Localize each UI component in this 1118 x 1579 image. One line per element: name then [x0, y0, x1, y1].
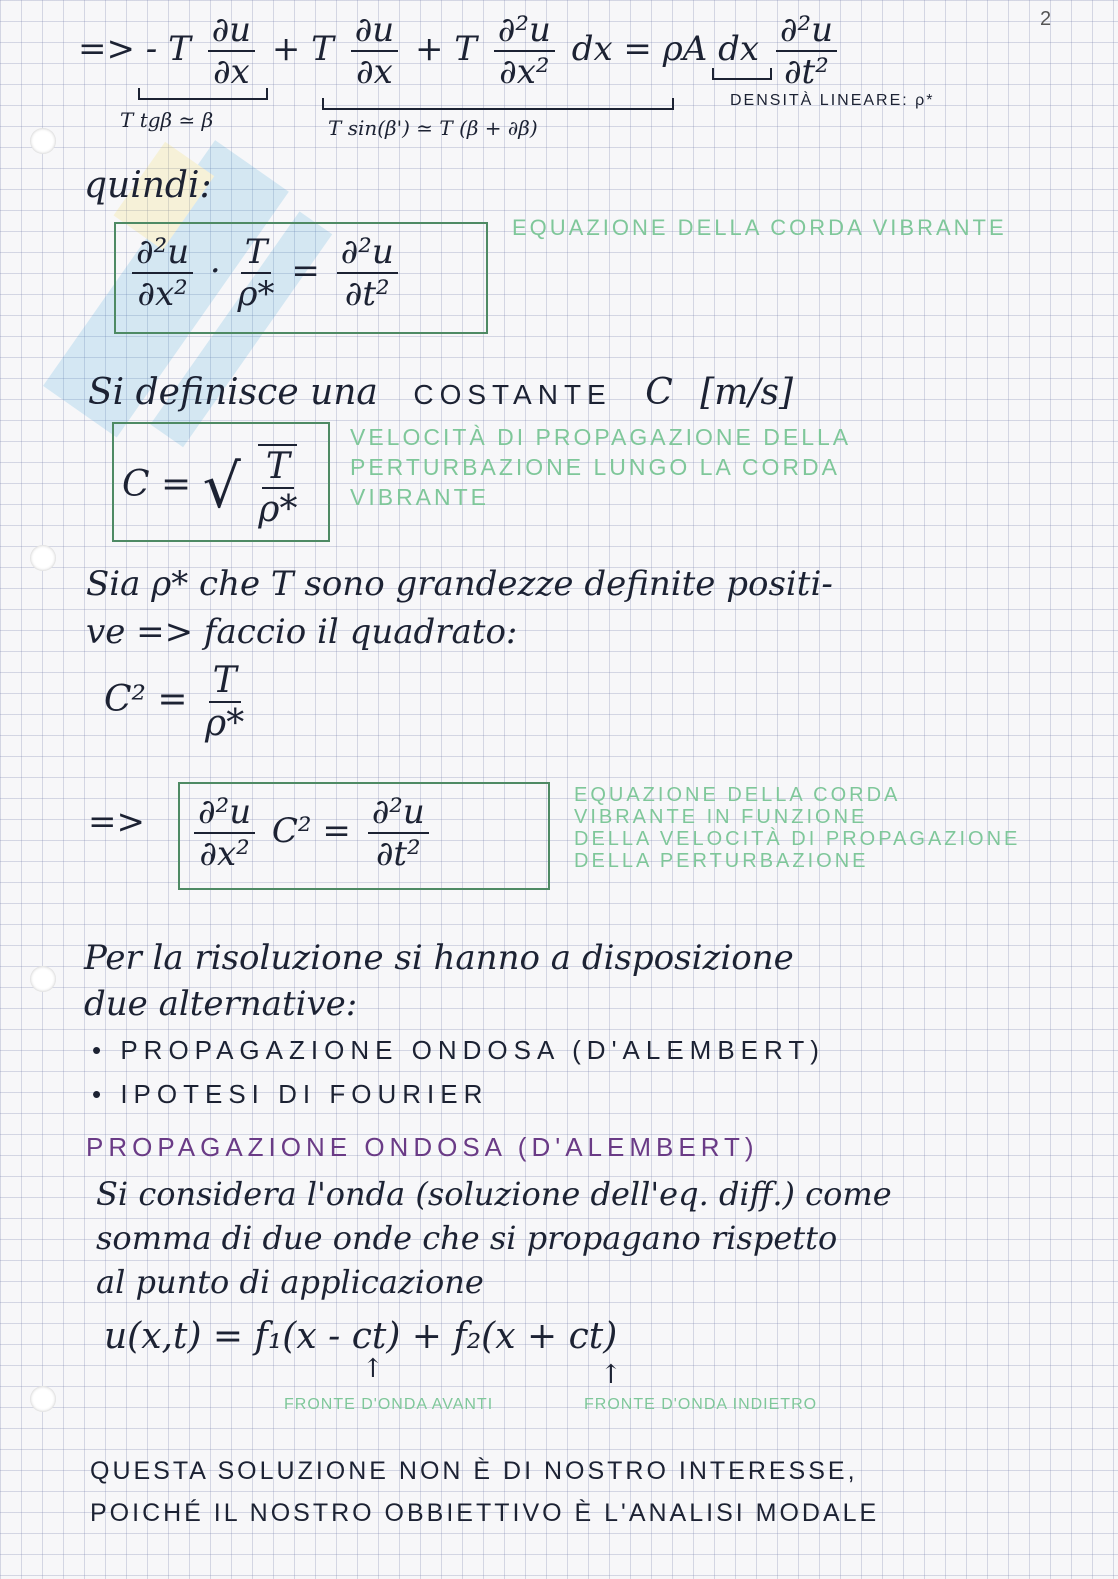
arrow-up-icon: ↑: [362, 1354, 384, 1384]
list-item: • PROPAGAZIONE ONDOSA (D'ALEMBERT): [92, 1035, 825, 1065]
fraction: $\frac{T}{\rho*}$: [258, 446, 298, 530]
eq-lead: => - T: [78, 29, 191, 69]
arrow-up-icon: ↑: [600, 1360, 622, 1390]
section-title: PROPAGAZIONE ONDOSA (D'ALEMBERT): [86, 1132, 759, 1162]
underbrace: [712, 68, 772, 80]
green-label: FRONTE D'ONDA INDIETRO: [584, 1396, 818, 1413]
c-squared: C² = $\frac{T}{\rho*}$: [104, 660, 245, 744]
green-label: EQUAZIONE DELLA CORDA VIBRANTE: [512, 215, 1007, 240]
annotation: DENSITÀ LINEARE: ρ*: [730, 92, 935, 109]
annotation: T tgβ ≃ β: [120, 108, 214, 132]
page-number: 2: [1040, 8, 1052, 30]
annotation: T sin(β') ≃ T (β + ∂β): [328, 116, 538, 140]
bullet-list: [92, 1028, 825, 1116]
list-item: • IPOTESI DI FOURIER: [92, 1079, 489, 1109]
arrow-implies: =>: [88, 802, 145, 842]
paragraph: Si considera l'onda (soluzione dell'eq. diff.) come somma di due onde che si propagano rispetto al punto di applicazione: [96, 1175, 892, 1301]
binder-hole: [30, 128, 56, 154]
wave-equation-c: $\frac{\text{∂²u}}{\text{∂x²}}$ C² = $\frac{\text{∂²u}}{\text{∂t²}}$: [188, 792, 435, 874]
fraction: $\frac{T}{\rho*}$: [205, 660, 245, 744]
fraction: $\frac{\partial u}{\partial x}$: [208, 10, 255, 92]
c-formula: C = √ $\frac{T}{\rho*}$: [122, 446, 298, 530]
fraction: $\frac{\text{∂²u}}{\text{∂x²}}$: [194, 792, 255, 874]
wave-equation: $\frac{\text{∂²u}}{\text{∂x²}}$ · $\frac{T}{\rho*}$ = $\frac{\text{∂²u}}{\text{∂t²}}$: [126, 232, 404, 314]
underbrace: [138, 88, 268, 100]
fraction: $\frac{\text{∂²u}}{\text{∂t²}}$: [776, 10, 837, 92]
text-quindi: quindi:: [84, 165, 212, 206]
fraction: $\frac{\partial u}{\partial x}$: [351, 10, 398, 92]
conclusion: QUESTA SOLUZIONE NON È DI NOSTRO INTERESSE, POICHÉ IL NOSTRO OBBIETTIVO È L'ANALISI MODALE: [90, 1457, 880, 1527]
sqrt-icon: √: [202, 452, 241, 522]
paragraph: Per la risoluzione si hanno a disposizione due alternative:: [84, 938, 794, 1024]
green-label: FRONTE D'ONDA AVANTI: [284, 1396, 494, 1413]
binder-hole: [30, 1386, 56, 1412]
define-line: Si definisce una COSTANTE C [m/s]: [88, 372, 794, 413]
binder-hole: [30, 545, 56, 571]
fraction: $\frac{\text{∂²u}}{\text{∂x²}}$: [494, 10, 555, 92]
fraction: $\frac{\text{∂²u}}{\text{∂t²}}$: [337, 232, 398, 314]
green-label: VELOCITÀ DI PROPAGAZIONE DELLA PERTURBAZIONE LUNGO LA CORDA VIBRANTE: [350, 424, 852, 510]
paragraph: Sia ρ* che T sono grandezze definite positi- ve => faccio il quadrato:: [86, 564, 833, 652]
dalembert-solution: u(x,t) = f₁(x - ct) + f₂(x + ct): [104, 1316, 618, 1357]
fraction: $\frac{\text{∂²u}}{\text{∂x²}}$: [132, 232, 193, 314]
green-label: EQUAZIONE DELLA CORDA VIBRANTE IN FUNZIONE DELLA VELOCITÀ DI PROPAGAZIONE DELLA PERTURBAZIONE: [574, 784, 1021, 872]
fraction: $\frac{\text{∂²u}}{\text{∂t²}}$: [368, 792, 429, 874]
underbrace: [322, 98, 674, 110]
binder-hole: [30, 966, 56, 992]
equation-line-1: => - T $\frac{\partial u}{\partial x}$ + T $\frac{\partial u}{\partial x}$ + T $\frac{\text{∂²u}}{\text{∂x²}}$ dx = ρA dx $\frac{\text{∂²u}}{\text{∂t²}}$: [78, 10, 843, 92]
fraction: $\frac{T}{\rho*}$: [237, 232, 275, 314]
